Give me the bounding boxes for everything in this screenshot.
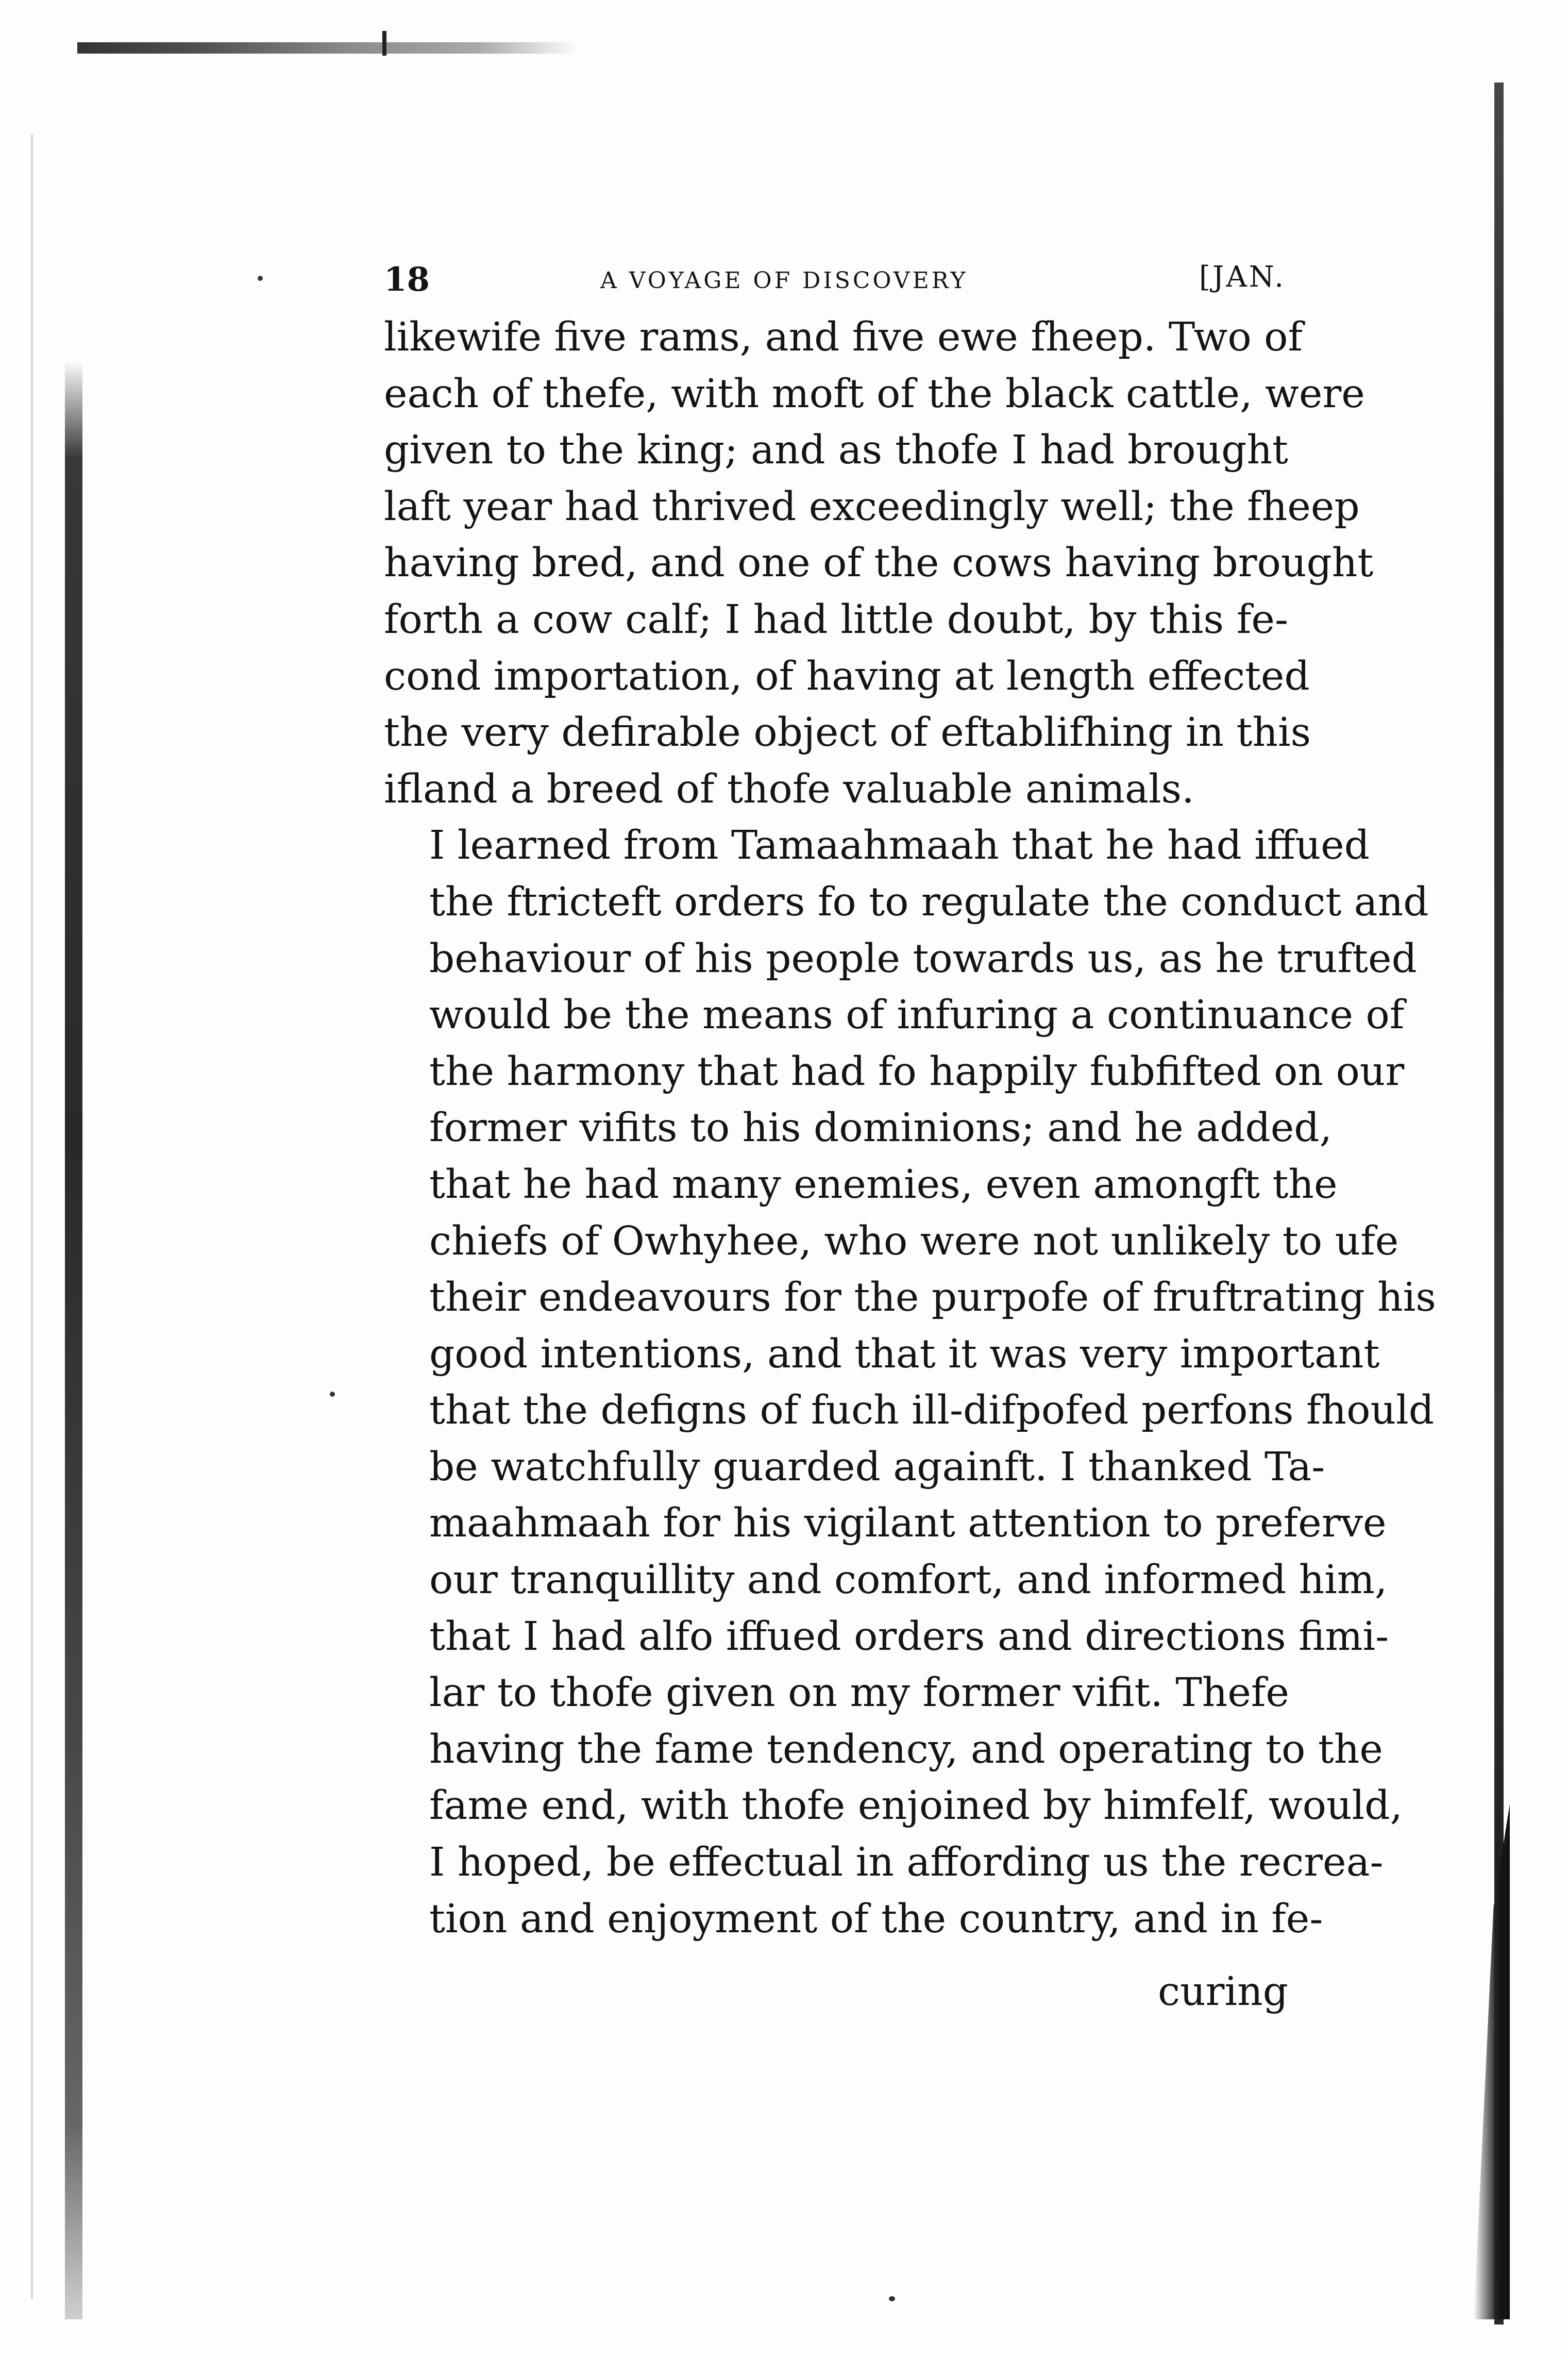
text-line: I hoped, be effectual in affording us the recrea-	[429, 1839, 1384, 1886]
text-line: that the defigns of fuch ill-difpofed perfons fhould	[429, 1387, 1435, 1434]
running-month: [JAN.	[1199, 260, 1286, 294]
text-line: behaviour of his people towards us, as he trufted	[429, 935, 1417, 982]
ink-speck	[1494, 343, 1499, 350]
scan-edge-right-bottom	[1474, 1804, 1510, 2319]
text-line: chiefs of Owhyhee, who were not unlikely to ufe	[429, 1218, 1399, 1264]
text-line: the ftricteft orders fo to regulate the conduct and	[429, 879, 1429, 925]
text-line: laft year had thrived exceedingly well; the fheep	[384, 483, 1360, 530]
text-line: that he had many enemies, even amongft the	[429, 1161, 1338, 1208]
text-line: I learned from Tamaahmaah that he had iffued	[429, 823, 1370, 869]
running-title: A VOYAGE OF DISCOVERY	[600, 267, 968, 294]
scan-edge-left-thin	[31, 134, 33, 2299]
scan-edge-top	[77, 42, 577, 54]
text-line: former vifits to his dominions; and he added,	[429, 1105, 1333, 1151]
catchword: curing	[1157, 1969, 1288, 2015]
text-line: lar to thofe given on my former vifit. Thefe	[429, 1670, 1289, 1716]
text-line: the very defirable object of eftablifhing in this	[384, 710, 1311, 756]
page-number: 18	[384, 260, 430, 299]
text-line: likewife five rams, and five ewe fheep. Two of	[384, 314, 1303, 360]
text-line: tion and enjoyment of the country, and in fe-	[429, 1896, 1323, 1942]
text-line: having bred, and one of the cows having brought	[384, 540, 1374, 587]
scan-edge-tick	[382, 31, 386, 56]
ink-speck	[889, 2296, 895, 2301]
text-line: the harmony that had fo happily fubfifted on our	[429, 1048, 1405, 1095]
text-line: would be the means of infuring a continuance of	[429, 992, 1405, 1039]
paragraph-2	[384, 817, 1436, 1947]
ink-speck	[258, 276, 263, 281]
text-line: maahmaah for his vigilant attention to preferve	[429, 1500, 1387, 1547]
text-line: ifland a breed of thofe valuable animals.	[384, 766, 1194, 812]
text-line: their endeavours for the purpofe of fruftrating his	[429, 1275, 1436, 1321]
ink-speck	[330, 1392, 335, 1397]
text-line: having the fame tendency, and operating to the	[429, 1726, 1383, 1772]
text-line: forth a cow calf; I had little doubt, by this fe-	[384, 596, 1288, 643]
text-line: fame end, with thofe enjoined by himfelf, would,	[429, 1783, 1403, 1829]
text-line: our tranquillity and comfort, and informed him,	[429, 1557, 1388, 1603]
body-text	[384, 309, 1436, 1947]
running-header	[384, 260, 1286, 302]
text-line: given to the king; and as thofe I had brought	[384, 427, 1288, 474]
paragraph-1	[384, 309, 1374, 817]
text-line: that I had alfo iffued orders and directions fimi-	[429, 1613, 1389, 1660]
text-line: good intentions, and that it was very important	[429, 1331, 1380, 1377]
scan-edge-left	[65, 361, 82, 2319]
text-line: cond importation, of having at length effected	[384, 653, 1310, 699]
text-line: be watchfully guarded againft. I thanked Ta-	[429, 1444, 1325, 1490]
text-line: each of thefe, with moft of the black cattle, were	[384, 371, 1365, 417]
